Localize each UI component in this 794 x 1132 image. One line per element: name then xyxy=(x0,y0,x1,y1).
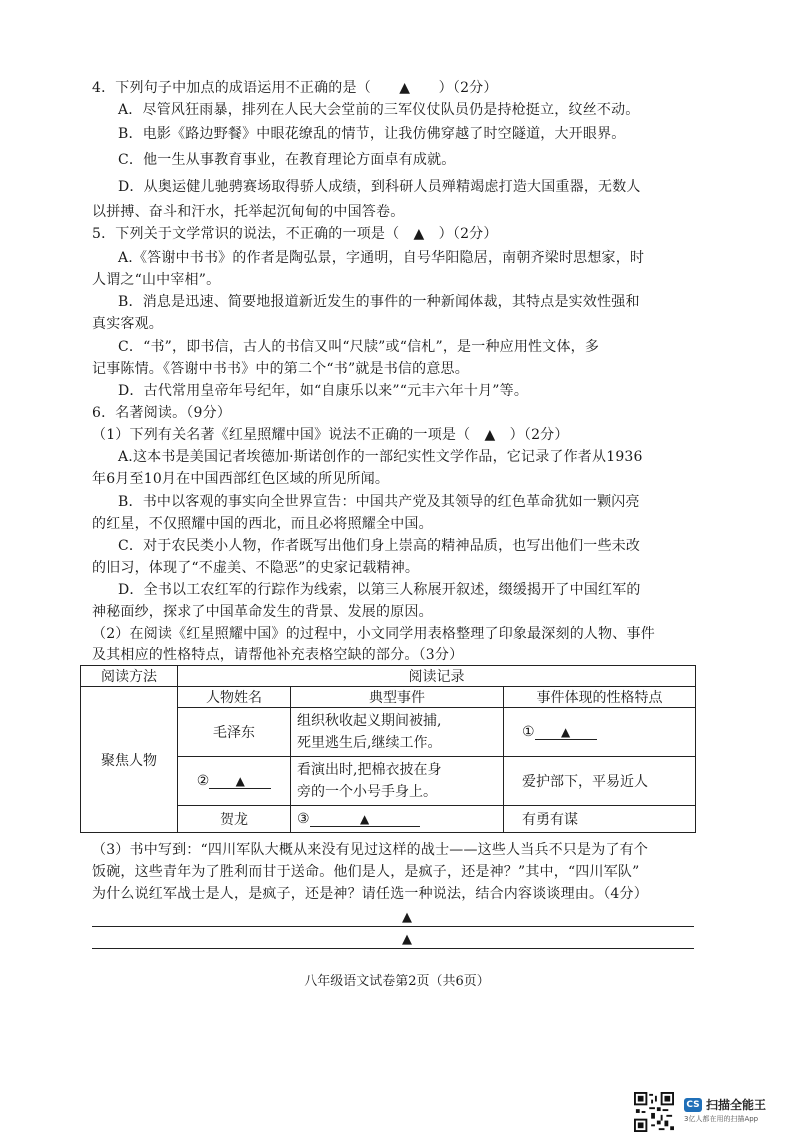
q4-option-b: B．电影《路边野餐》中眼花缭乱的情节，让我仿佛穿越了时空隧道，大开眼界。 xyxy=(118,126,626,142)
table-method-cell: 聚焦人物 xyxy=(81,687,178,833)
answer-mark: ▲ xyxy=(402,932,412,947)
q5-option-c-line1: C．“书”，即书信，古人的书信又叫“尺牍”或“信札”，是一种应用性文体，多 xyxy=(118,339,600,355)
event-line: 死里逃生后,继续工作。 xyxy=(297,735,442,751)
table-header-event: 典型事件 xyxy=(291,687,504,708)
q5-stem: 5．下列关于文学常识的说法，不正确的一项是（ ▲ ）（2分） xyxy=(92,226,498,242)
table-cell-trait: 爱护部下，平易近人 xyxy=(504,757,696,806)
q5-option-a-line1: A.《答谢中书书》的作者是陶弘景，字通明，自号华阳隐居，南朝齐梁时思想家，时 xyxy=(118,250,645,266)
answer-blank[interactable]: ▲ xyxy=(535,725,597,740)
table-header-name: 人物姓名 xyxy=(178,687,291,708)
q4-option-d-line2: 以拼搏、奋斗和汗水，托举起沉甸甸的中国答卷。 xyxy=(92,204,405,220)
blank-number: ③ xyxy=(297,811,310,827)
q4-option-c: C．他一生从事教育事业，在教育理论方面卓有成就。 xyxy=(118,152,456,168)
table-cell-trait: 有勇有谋 xyxy=(504,806,696,833)
q6-part1-option-b-line2: 的红星，不仅照耀中国的西北，而且必将照耀全中国。 xyxy=(92,516,433,532)
table-subheader-row xyxy=(81,687,696,708)
q5-option-c-line2: 记事陈情。《答谢中书书》中的第二个“书”就是书信的意思。 xyxy=(92,361,469,377)
q5-option-b-line1: B．消息是迅速、简要地报道新近发生的事件的一种新闻体裁，其特点是实效性强和 xyxy=(118,294,640,310)
blank-number: ① xyxy=(522,724,535,740)
q5-option-b-line2: 真实客观。 xyxy=(92,316,163,332)
q6-stem: 6．名著阅读。（9分） xyxy=(92,405,232,421)
q6-part3-line3: 为什么说红军战士是人，是疯子，还是神？请任选一种说法，结合内容谈谈理由。（4分） xyxy=(92,886,648,902)
table-cell-trait xyxy=(504,708,696,757)
q6-part2-stem-line1: （2）在阅读《红星照耀中国》的过程中，小文同学用表格整理了印象最深刻的人物、事件 xyxy=(92,626,655,642)
q6-part1-option-d-line2: 神秘面纱，探求了中国革命发生的背景、发展的原因。 xyxy=(92,604,433,620)
cs-logo-icon: CS xyxy=(684,1098,702,1112)
table-cell-event xyxy=(291,757,504,806)
table-cell-name: 毛泽东 xyxy=(178,708,291,757)
q6-part1-option-b-line1: B．书中以客观的事实向全世界宣告：中国共产党及其领导的红色革命犹如一颗闪亮 xyxy=(118,494,640,510)
q6-part3-line2: 饭碗，这些青年为了胜利而甘于送命。他们是人，是疯子，还是神？”其中，“四川军队” xyxy=(92,864,640,880)
table-header-method: 阅读方法 xyxy=(81,666,178,687)
q4-option-d-line1: D．从奥运健儿驰骋赛场取得骄人成绩，到科研人员殚精竭虑打造大国重器，无数人 xyxy=(118,179,641,195)
page-footer: 八年级语文试卷第2页（共6页） xyxy=(304,974,490,989)
table-header-row xyxy=(81,666,696,687)
q6-part1-option-d-line1: D．全书以工农红军的行踪作为线索，以第三人称展开叙述，缀缓揭开了中国红军的 xyxy=(118,582,641,598)
scanner-app-tagline: 3亿人都在用的扫描App xyxy=(684,1115,759,1123)
q4-option-a: A．尽管风狂雨暴，排列在人民大会堂前的三军仪仗队员仍是持枪挺立，纹丝不动。 xyxy=(118,102,640,118)
answer-mark: ▲ xyxy=(402,910,412,925)
blank-number: ② xyxy=(196,773,210,789)
event-line: 看演出时,把棉衣披在身 xyxy=(297,762,442,778)
answer-line[interactable] xyxy=(92,926,694,927)
q6-part1-option-c-line1: C．对于农民类小人物，作者既写出他们身上崇高的精神品质，也写出他们一些未改 xyxy=(118,538,641,554)
answer-blank[interactable]: ▲ xyxy=(310,812,420,827)
q6-part1-stem: （1）下列有关名著《红星照耀中国》说法不正确的一项是（ ▲ ）（2分） xyxy=(92,427,569,443)
table-header-trait: 事件体现的性格特点 xyxy=(504,687,696,708)
answer-blank[interactable]: ▲ xyxy=(209,774,271,789)
table-cell-name: 贺龙 xyxy=(178,806,291,833)
answer-line[interactable] xyxy=(92,948,694,949)
table-header-record: 阅读记录 xyxy=(178,666,696,687)
qr-code-icon xyxy=(634,1092,674,1132)
q6-part2-stem-line2: 及其相应的性格特点，请帮他补充表格空缺的部分。（3分） xyxy=(92,647,464,663)
event-line: 旁的一个小号手身上。 xyxy=(297,784,437,800)
table-cell-event xyxy=(291,806,504,833)
q6-part1-option-a-line1: A.这本书是美国记者埃德加·斯诺创作的一部纪实性文学作品，它记录了作者从1936 xyxy=(118,449,643,465)
table-cell-name xyxy=(178,757,291,806)
q6-part3-line1: （3）书中写到：“四川军队大概从来没有见过这样的战士——这些人当兵不只是为了有个 xyxy=(92,842,649,858)
q6-part1-option-a-line2: 年6月至10月在中国西部红色区域的所见所闻。 xyxy=(92,471,390,487)
table-cell-event xyxy=(291,708,504,757)
q5-option-a-line2: 人谓之“山中宰相”。 xyxy=(92,272,221,288)
q6-part1-option-c-line2: 的旧习，体现了“不虚美、不隐恶”的史家记载精神。 xyxy=(92,560,420,576)
event-line: 组织秋收起义期间被捕, xyxy=(297,713,442,729)
q5-option-d: D．古代常用皇帝年号纪年，如“自康乐以来”“元丰六年十月”等。 xyxy=(118,383,529,399)
reading-record-table xyxy=(80,665,696,833)
scanner-app-name: 扫描全能王 xyxy=(706,1098,767,1112)
q4-stem: 4．下列句子中加点的成语运用不正确的是（ ▲ ）（2分） xyxy=(92,80,498,96)
